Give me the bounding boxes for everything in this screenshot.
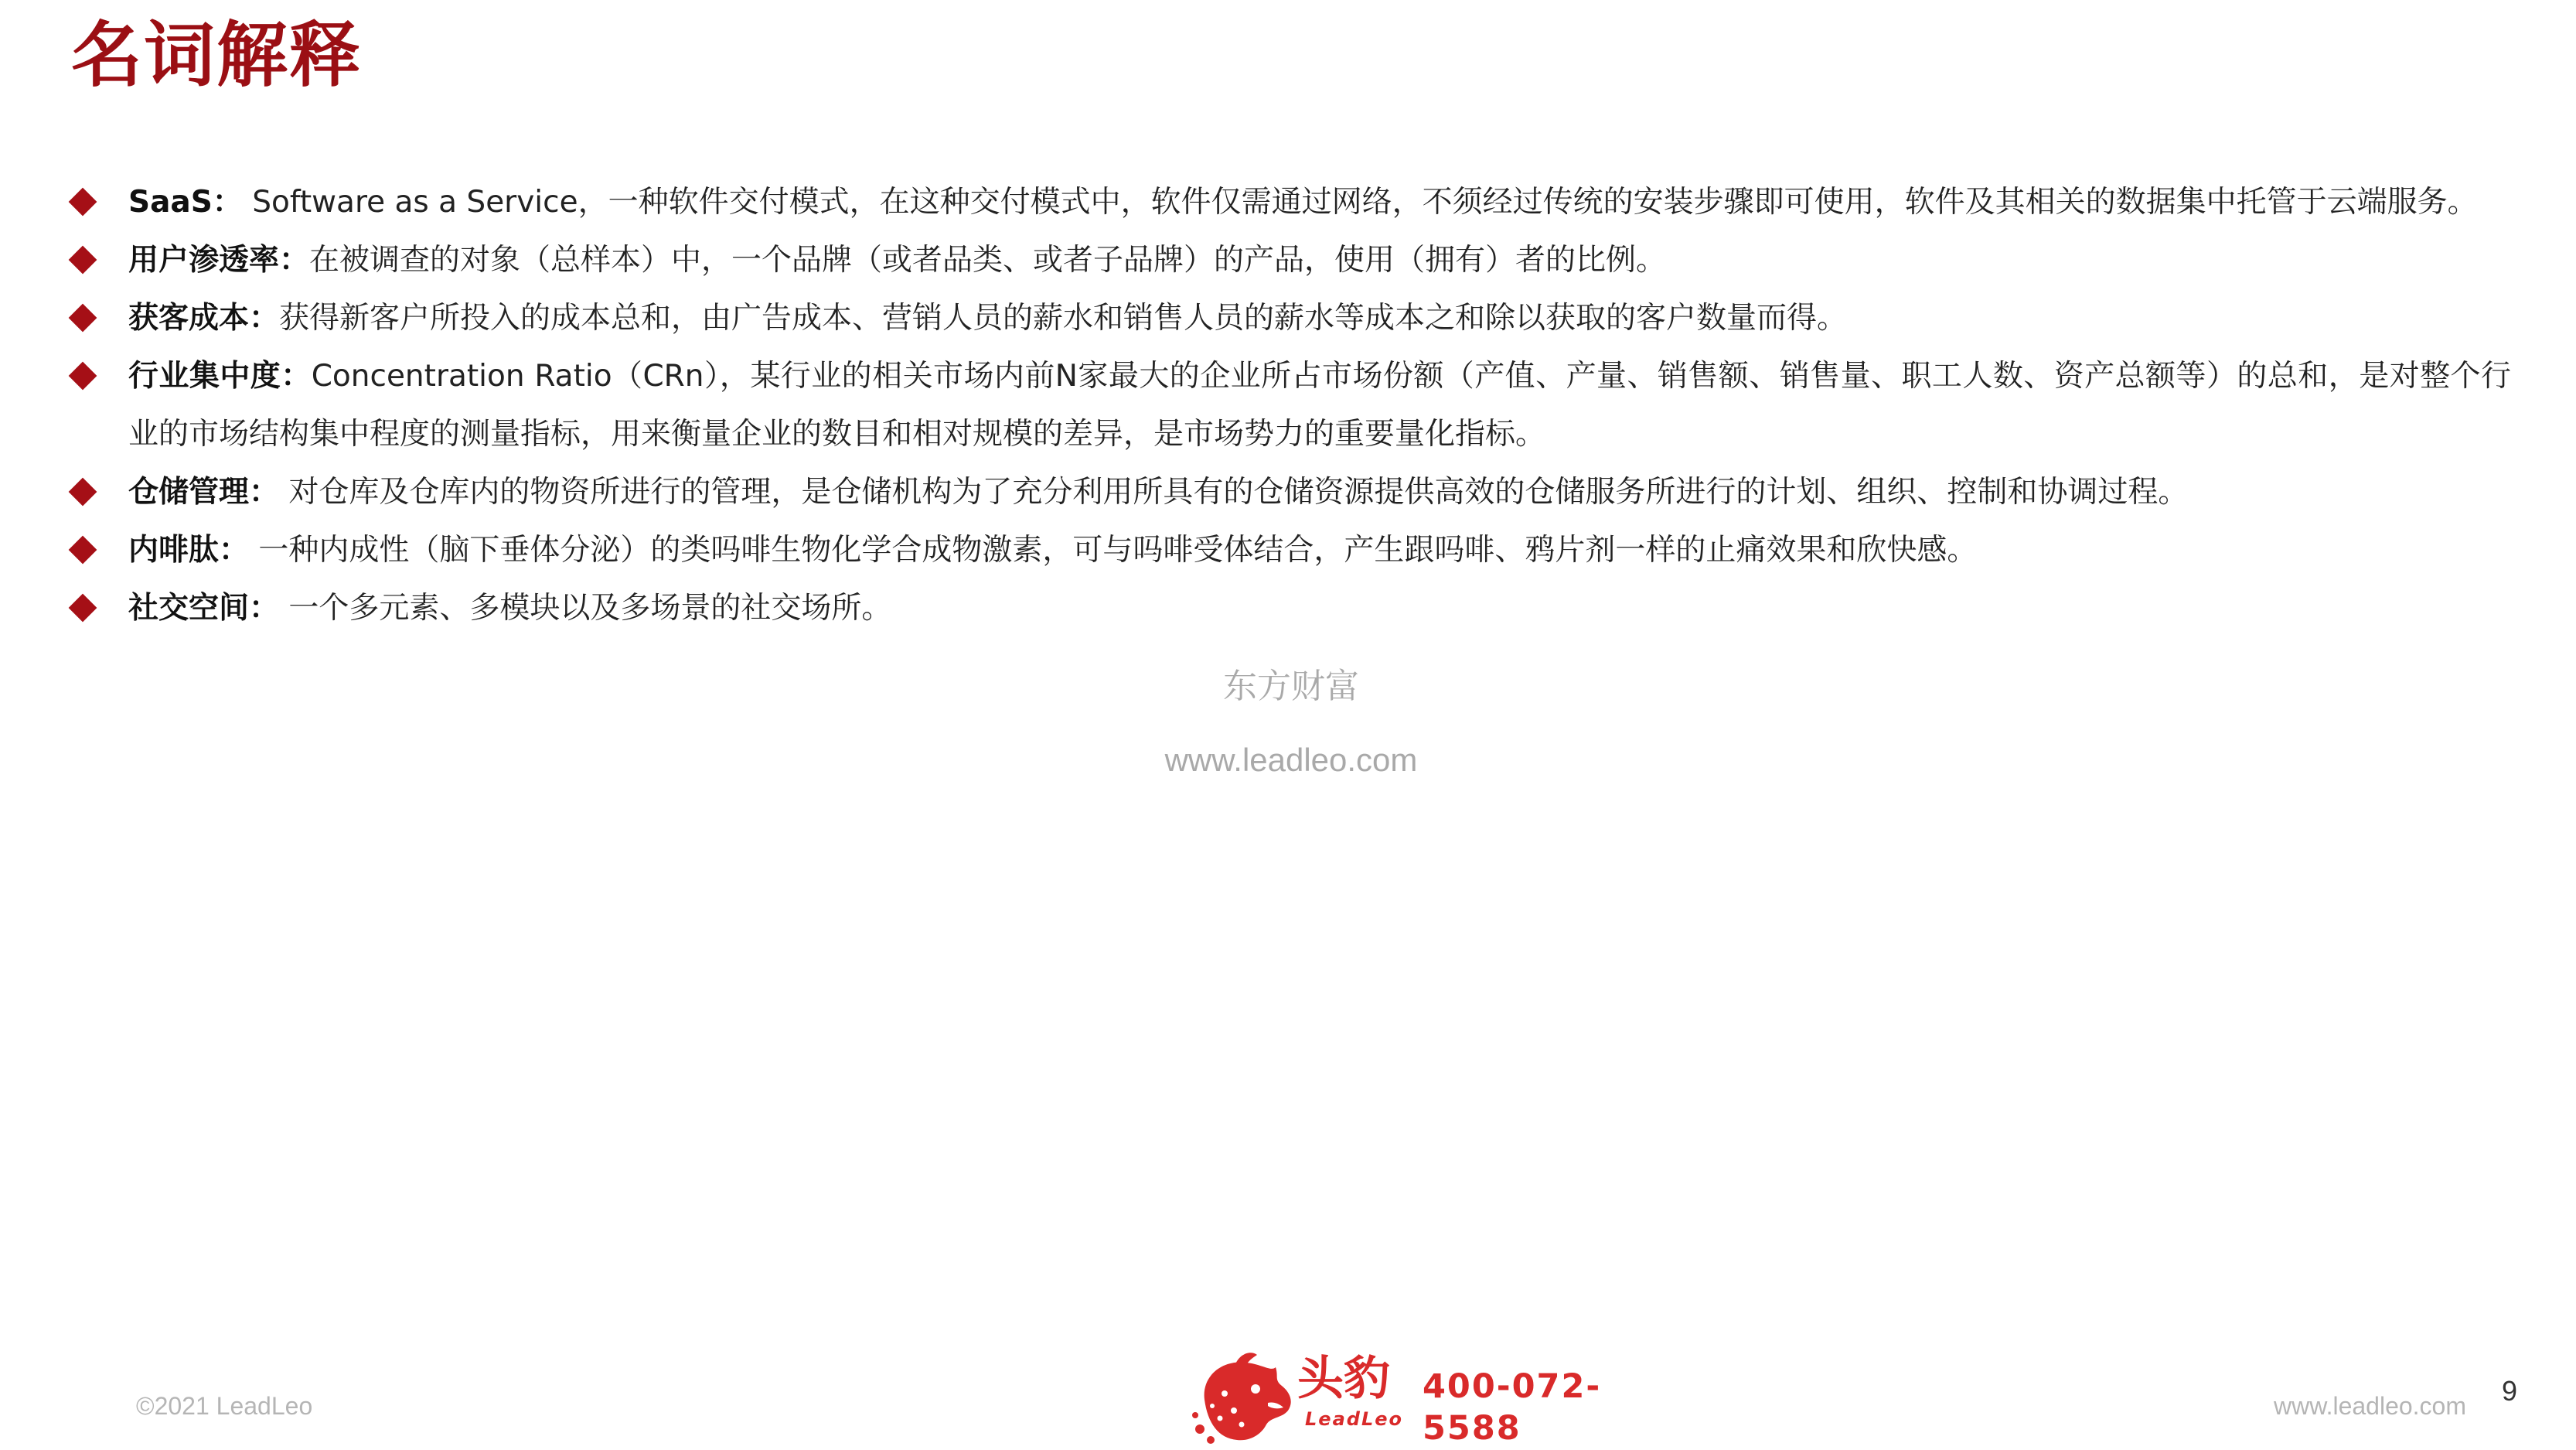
term-definition: Software as a Service，一种软件交付模式，在这种交付模式中，软件仅需通过网络，不须经过传统的安装步骤即可使用，软件及其相关的数据集中托管于云端服务。 <box>242 185 2478 220</box>
glossary-item-warehouse-management <box>68 463 2511 521</box>
diamond-bullet-icon <box>69 246 97 275</box>
glossary-item-concentration <box>68 347 2511 463</box>
term-name: 内啡肽： <box>128 533 250 568</box>
glossary-item-saas <box>68 173 2511 231</box>
term-definition: 一种内成性（脑下垂体分泌）的类吗啡生物化学合成物激素，可与吗啡受体结合，产生跟吗啡、鸦片剂一样的止痛效果和欣快感。 <box>249 533 1978 568</box>
glossary-item-endorphin <box>68 521 2511 579</box>
glossary-item-acquisition-cost <box>68 289 2511 347</box>
diamond-bullet-icon <box>69 594 97 623</box>
term-name: SaaS： <box>128 185 243 220</box>
logo-name-en: LeadLeo <box>1305 1408 1404 1430</box>
diamond-bullet-icon <box>69 478 97 507</box>
leopard-head-icon <box>1191 1346 1299 1450</box>
contact-phone: 400-072-5588 <box>1423 1367 1602 1448</box>
watermark-url: www.leadleo.com <box>1164 742 1418 778</box>
term-definition: 对仓库及仓库内的物资所进行的管理，是仓储机构为了充分利用所具有的仓储资源提供高效的仓储服务所进行的计划、组织、控制和协调过程。 <box>279 475 2189 510</box>
watermark-source: 东方财富 <box>1223 667 1359 706</box>
term-name: 获客成本： <box>128 301 280 336</box>
glossary-item-user-penetration <box>68 231 2511 289</box>
term-definition: 在被调查的对象（总样本）中，一个品牌（或者品类、或者子品牌）的产品，使用（拥有）者的比例。 <box>309 243 1667 278</box>
diamond-bullet-icon <box>69 536 97 565</box>
diamond-bullet-icon <box>69 188 97 217</box>
term-definition: 获得新客户所投入的成本总和，由广告成本、营销人员的薪水和销售人员的薪水等成本之和除以获取的客户数量而得。 <box>279 301 1848 336</box>
brand-logo <box>1191 1346 1685 1450</box>
diamond-bullet-icon <box>69 362 97 391</box>
logo-name-cn: 头豹 <box>1297 1352 1390 1406</box>
glossary-item-social-space <box>68 579 2511 637</box>
page-number: 9 <box>2502 1375 2518 1407</box>
term-name: 仓储管理： <box>128 475 280 510</box>
term-name: 用户渗透率： <box>128 243 310 278</box>
diamond-bullet-icon <box>69 304 97 333</box>
term-name: 社交空间： <box>128 591 280 626</box>
term-definition: 一个多元素、多模块以及多场景的社交场所。 <box>279 591 892 626</box>
page-title: 名词解释 <box>71 14 363 97</box>
term-definition: Concentration Ratio（CRn），某行业的相关市场内前N家最大的企业所占市场份额（产值、产量、销售额、销售量、职工人数、资产总额等）的总和，是对整个行业的市场结构集中程度的测量指标，用来衡量企业的数目和相对规模的差异，是市场势力的重要量化指标。 <box>128 359 2511 452</box>
footer-website: www.leadleo.com <box>2274 1392 2466 1420</box>
glossary-list <box>68 173 2511 637</box>
term-name: 行业集中度： <box>128 359 312 394</box>
footer-copyright: ©2021 LeadLeo <box>136 1392 313 1420</box>
